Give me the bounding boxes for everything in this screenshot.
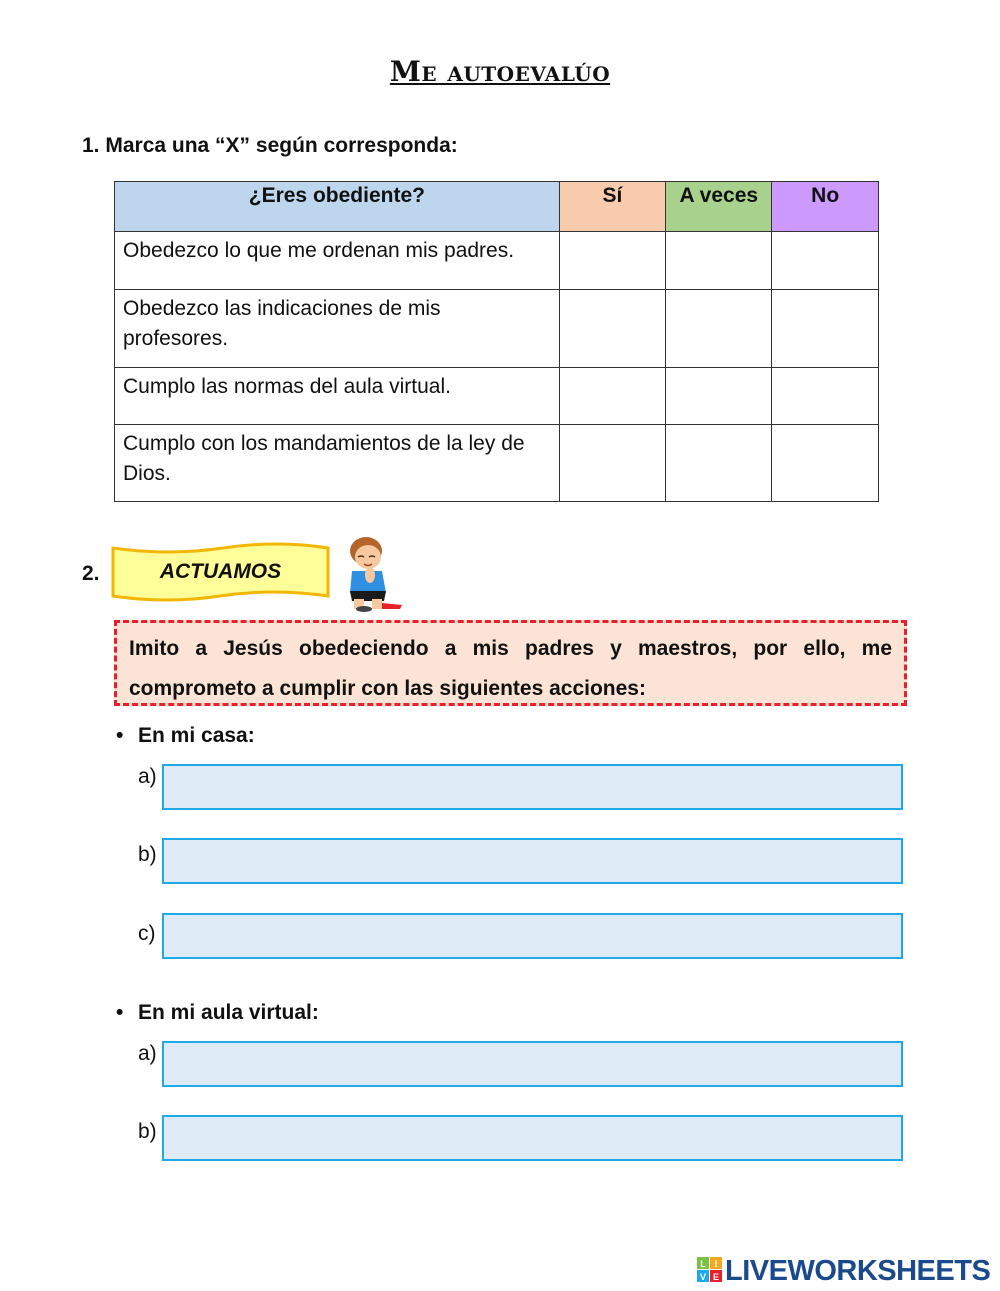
item-label: b)	[138, 843, 157, 866]
statement-cell: Obedezco lo que me ordenan mis padres.	[115, 232, 560, 290]
section-virtual-heading: • En mi aula virtual:	[116, 1001, 319, 1024]
table-row	[115, 368, 879, 425]
item-label: a)	[138, 765, 157, 788]
page-title: Me autoevalúo	[389, 55, 611, 88]
answer-cell-no[interactable]	[772, 290, 879, 368]
praying-child-illustration	[338, 535, 410, 613]
self-evaluation-table	[114, 181, 879, 502]
table-row	[115, 232, 879, 290]
answer-cell-sometimes[interactable]	[666, 425, 772, 502]
home-answer-a-input[interactable]	[162, 764, 903, 810]
logo-letter: V	[699, 1272, 707, 1282]
section-home-heading: • En mi casa:	[116, 724, 255, 747]
section-virtual-label: En mi aula virtual:	[138, 1001, 319, 1024]
answer-cell-yes[interactable]	[559, 232, 665, 290]
virtual-answer-b-input[interactable]	[162, 1115, 903, 1161]
liveworksheets-logo-icon	[697, 1257, 723, 1283]
question-2-number: 2.	[82, 562, 100, 585]
header-sometimes: A veces	[666, 182, 772, 232]
logo-letter: L	[700, 1259, 706, 1269]
liveworksheets-brand: LIVEWORKSHEETS	[725, 1255, 991, 1287]
answer-cell-yes[interactable]	[559, 368, 665, 425]
question-1-prompt: 1. Marca una “X” según corresponda:	[82, 134, 458, 157]
virtual-answer-a-input[interactable]	[162, 1041, 903, 1087]
statement-cell: Cumplo las normas del aula virtual.	[115, 368, 560, 425]
answer-cell-sometimes[interactable]	[666, 368, 772, 425]
answer-cell-no[interactable]	[772, 232, 879, 290]
statement-cell: Obedezco las indicaciones de mis profesores.	[115, 290, 560, 368]
answer-cell-no[interactable]	[772, 368, 879, 425]
table-row	[115, 425, 879, 502]
commitment-statement: Imito a Jesús obedeciendo a mis padres y maestros, por ello, me comprometo a cumplir con las siguientes acciones:	[114, 620, 907, 706]
banner-label: ACTUAMOS	[159, 560, 282, 583]
answer-cell-sometimes[interactable]	[666, 290, 772, 368]
logo-letter: E	[712, 1272, 720, 1282]
section-home-label: En mi casa:	[138, 724, 255, 747]
header-question: ¿Eres obediente?	[115, 182, 560, 232]
table-row	[115, 290, 879, 368]
logo-letter: I	[714, 1259, 718, 1269]
header-no: No	[772, 182, 879, 232]
answer-cell-yes[interactable]	[559, 425, 665, 502]
statement-cell: Cumplo con los mandamientos de la ley de Dios.	[115, 425, 560, 502]
answer-cell-no[interactable]	[772, 425, 879, 502]
item-label: a)	[138, 1042, 157, 1065]
home-answer-c-input[interactable]	[162, 913, 903, 959]
item-label: b)	[138, 1120, 157, 1143]
table-header-row	[115, 182, 879, 232]
item-label: c)	[138, 922, 156, 945]
home-answer-b-input[interactable]	[162, 838, 903, 884]
answer-cell-sometimes[interactable]	[666, 232, 772, 290]
answer-cell-yes[interactable]	[559, 290, 665, 368]
header-yes: Sí	[559, 182, 665, 232]
